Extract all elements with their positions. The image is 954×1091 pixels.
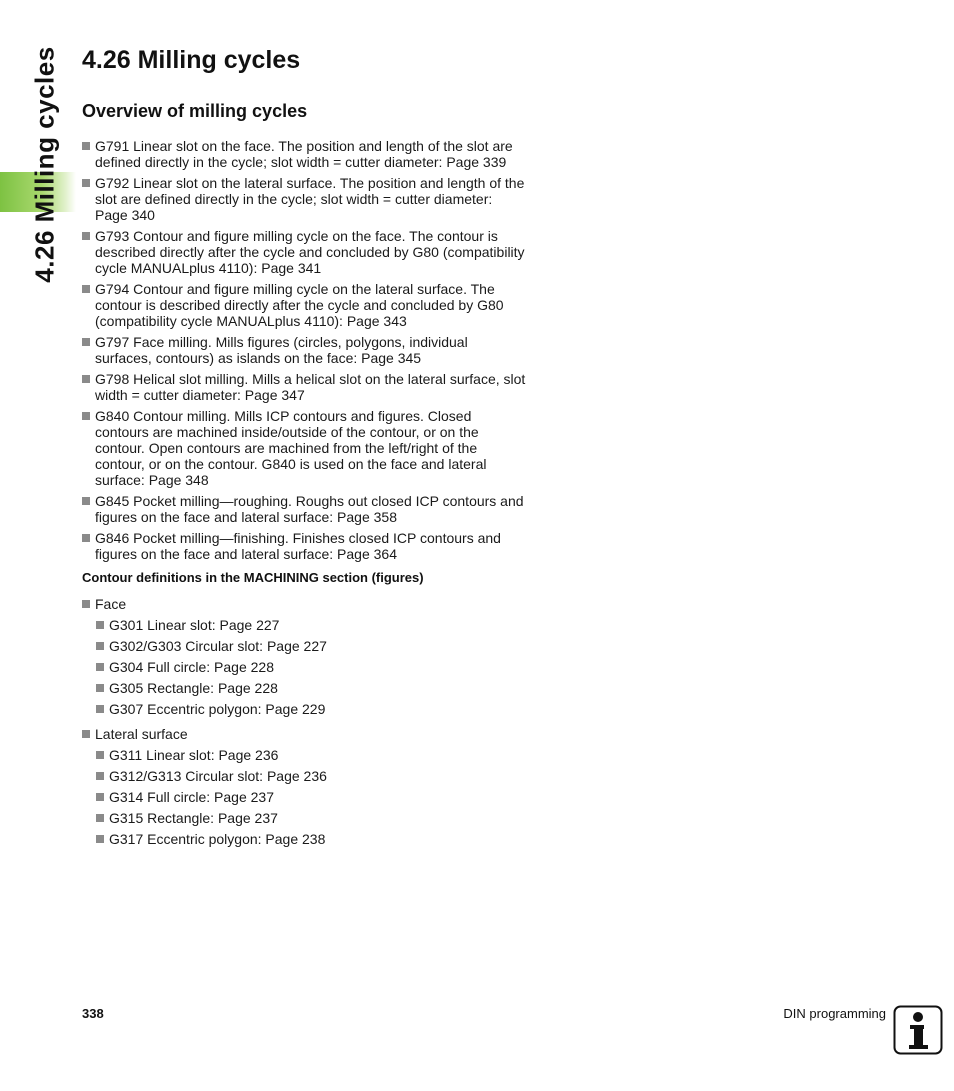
lateral-group-label-text: Lateral surface	[95, 726, 188, 742]
bullet-square-icon	[82, 600, 90, 608]
bullet-square-icon	[82, 534, 90, 542]
face-list-item-text: G302/G303 Circular slot: Page 227	[109, 638, 327, 654]
overview-item-text: G792 Linear slot on the lateral surface. The position and length of the slot are defined directly in the cycle; slot width = cutter diameter: Page 340	[95, 175, 525, 223]
bullet-square-icon	[96, 835, 104, 843]
overview-item-text: G797 Face milling. Mills figures (circles, polygons, individual surfaces, contours) as islands on the face: Page 345	[95, 334, 468, 366]
lateral-group-label	[82, 726, 502, 742]
overview-heading: Overview of milling cycles	[82, 101, 308, 121]
bullet-square-icon	[96, 814, 104, 822]
page-title: 4.26 Milling cycles	[82, 46, 301, 74]
overview-item	[82, 493, 527, 525]
bullet-square-icon	[96, 621, 104, 629]
bullet-square-icon	[82, 338, 90, 346]
overview-list	[82, 138, 527, 567]
bullet-square-icon	[82, 285, 90, 293]
bullet-square-icon	[82, 179, 90, 187]
bullet-square-icon	[82, 412, 90, 420]
bullet-square-icon	[96, 684, 104, 692]
lateral-list-item-text: G311 Linear slot: Page 236	[109, 747, 279, 763]
overview-item	[82, 408, 527, 488]
page-number: 338	[82, 1006, 104, 1021]
bullet-square-icon	[96, 663, 104, 671]
bullet-square-icon	[82, 142, 90, 150]
face-group-label	[82, 596, 502, 612]
face-list	[82, 617, 502, 717]
overview-item-text: G798 Helical slot milling. Mills a helical slot on the lateral surface, slot width = cutter diameter: Page 347	[95, 371, 526, 403]
overview-item	[82, 228, 527, 276]
face-list-item-text: G304 Full circle: Page 228	[109, 659, 274, 675]
face-list-item-text: G307 Eccentric polygon: Page 229	[109, 701, 326, 717]
overview-item-text: G791 Linear slot on the face. The position and length of the slot are defined directly in the cycle; slot width = cutter diameter: Page 339	[95, 138, 513, 170]
bullet-square-icon	[82, 730, 90, 738]
lateral-list-item	[96, 789, 502, 805]
contour-definitions-heading: Contour definitions in the MACHINING section (figures)	[82, 570, 424, 585]
overview-item	[82, 138, 527, 170]
bullet-square-icon	[96, 705, 104, 713]
face-group	[82, 596, 502, 722]
lateral-list-item	[96, 810, 502, 826]
lateral-list-item	[96, 747, 502, 763]
overview-item	[82, 175, 527, 223]
face-list-item-text: G301 Linear slot: Page 227	[109, 617, 280, 633]
bullet-square-icon	[96, 772, 104, 780]
info-icon	[893, 1005, 943, 1055]
lateral-group	[82, 726, 502, 852]
face-list-item	[96, 659, 502, 675]
lateral-list	[82, 747, 502, 847]
overview-item-text: G840 Contour milling. Mills ICP contours and figures. Closed contours are machined inside/outside of the contour, or on the contour. Open contours are machined from the left/right of the contour, or on the contour. G840 is used on the face and lateral surface: Page 348	[95, 408, 487, 488]
bullet-square-icon	[82, 375, 90, 383]
face-list-item	[96, 617, 502, 633]
lateral-list-item-text: G314 Full circle: Page 237	[109, 789, 274, 805]
face-group-label-text: Face	[95, 596, 127, 612]
overview-item	[82, 530, 527, 562]
overview-item	[82, 334, 527, 366]
bullet-square-icon	[96, 642, 104, 650]
bullet-square-icon	[96, 793, 104, 801]
bullet-square-icon	[82, 497, 90, 505]
face-list-item	[96, 638, 502, 654]
bullet-square-icon	[96, 751, 104, 759]
lateral-list-item-text: G312/G313 Circular slot: Page 236	[109, 768, 327, 784]
footer-section-label: DIN programming	[783, 1006, 886, 1021]
overview-item-text: G845 Pocket milling—roughing. Roughs out closed ICP contours and figures on the face and lateral surface: Page 358	[95, 493, 524, 525]
face-list-item	[96, 701, 502, 717]
lateral-list-item	[96, 831, 502, 847]
overview-item	[82, 371, 527, 403]
bullet-square-icon	[82, 232, 90, 240]
lateral-list-item-text: G315 Rectangle: Page 237	[109, 810, 278, 826]
side-chapter-title-text: 4.26 Milling cycles	[29, 45, 60, 283]
overview-item-text: G793 Contour and figure milling cycle on the face. The contour is described directly after the cycle and concluded by G80 (compatibility cycle MANUALplus 4110): Page 341	[95, 228, 525, 276]
overview-item	[82, 281, 527, 329]
face-list-item	[96, 680, 502, 696]
lateral-list-item-text: G317 Eccentric polygon: Page 238	[109, 831, 326, 847]
face-list-item-text: G305 Rectangle: Page 228	[109, 680, 278, 696]
lateral-list-item	[96, 768, 502, 784]
overview-item-text: G794 Contour and figure milling cycle on the lateral surface. The contour is described directly after the cycle and concluded by G80 (compatibility cycle MANUALplus 4110): Page 343	[95, 281, 504, 329]
side-chapter-title	[28, 45, 62, 283]
overview-item-text: G846 Pocket milling—finishing. Finishes closed ICP contours and figures on the face and lateral surface: Page 364	[95, 530, 501, 562]
